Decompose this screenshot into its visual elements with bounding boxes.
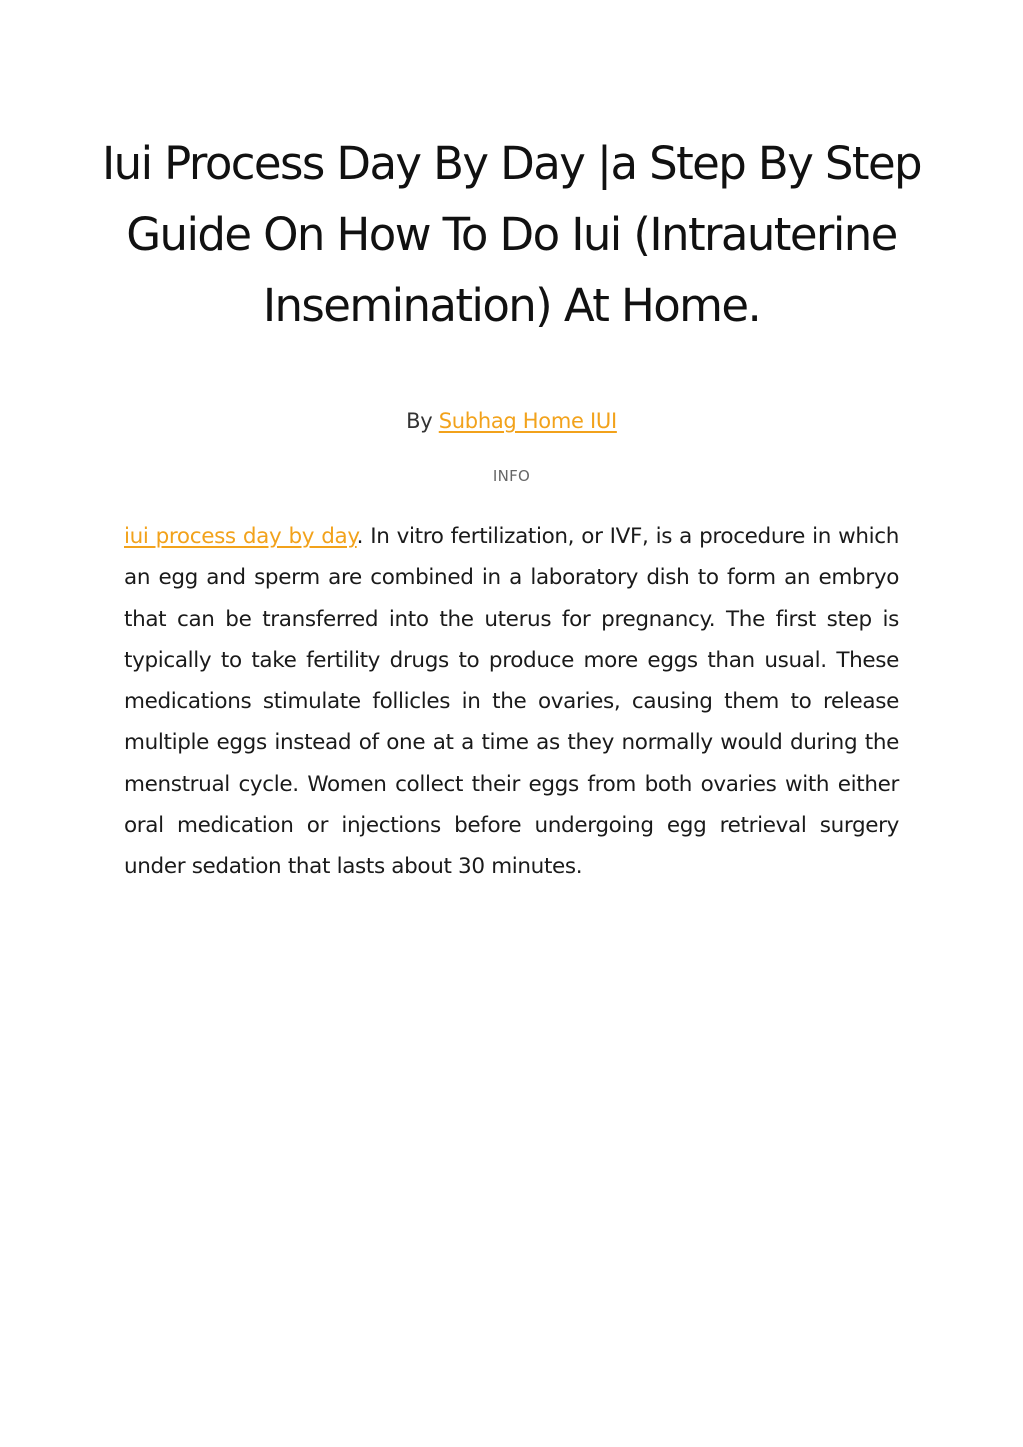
keyword-link[interactable]: iui process day by day bbox=[124, 524, 357, 549]
byline bbox=[0, 405, 1023, 437]
article-body bbox=[124, 516, 899, 888]
byline-prefix: By bbox=[406, 409, 439, 433]
page-title: Iui Process Day By Day |a Step By Step Guide On How To Do Iui (Intrauterine Insemination) At Home. bbox=[101, 137, 921, 332]
author-link[interactable]: Subhag Home IUI bbox=[438, 409, 617, 433]
article-header bbox=[100, 128, 923, 341]
category-label: INFO bbox=[492, 467, 531, 485]
body-paragraph-text: . In vitro fertilization, or IVF, is a procedure in which an egg and sperm are combined in a laboratory dish to form an embryo that can be transferred into the uterus for pregnancy. The first step is typically to take fertility drugs to produce more eggs than usual. These medications stimulate follicles in the ovaries, causing them to release multiple eggs instead of one at a time as they normally would during the menstrual cycle. Women collect their eggs from both ovaries with either oral medication or injections before undergoing egg retrieval surgery under sedation that lasts about 30 minutes. bbox=[124, 524, 899, 880]
